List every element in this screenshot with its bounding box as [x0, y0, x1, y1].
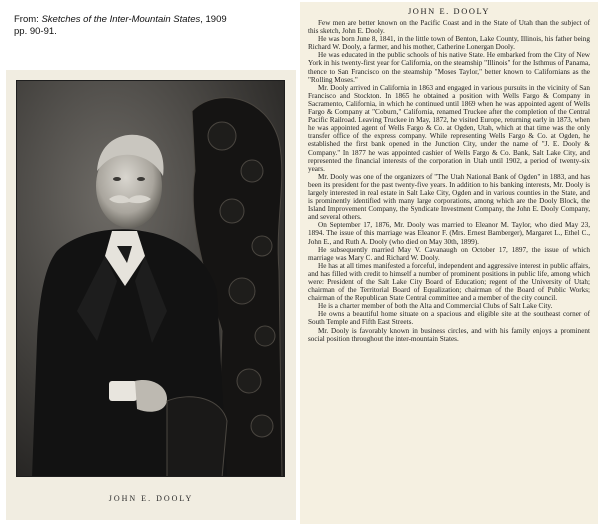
article-page — [300, 2, 598, 524]
portrait-illustration — [17, 81, 285, 477]
portrait-photo — [16, 80, 285, 477]
article-paragraph: He was born June 8, 1841, in the little town of Benton, Lake County, Illinois, his father being Richard W. Dooly, a farmer, and his mother, Catherine Lonergan Dooly. — [308, 35, 590, 52]
article-paragraph: He has at all times manifested a forceful, independent and aggressive interest in public affairs, and has filled with credit to himself a number of prominent positions in public life, among which were: President of the Salt Lake City Board of Education; regent of the University of Utah; chairman of the Territorial Board of Equalization; chairman of the Board of Public Works; chairman of the Republican State Central committee and a member of the city council. — [308, 261, 590, 303]
article-paragraph: Mr. Dooly was one of the organizers of "The Utah National Bank of Ogden" in 1883, and has been its president for the past twenty-five years. In addition to his banking interests, Mr. Dooly is largely interested in real estate in Salt Lake City, Ogden and in various counties in the State, and is prominently identified with many large corporations, among which are the Dooly Block, the Island Improvement Company, the Syndicate Investment Company, the John E. Dooly Company, and several others. — [308, 172, 590, 222]
source-book-title: Sketches of the Inter-Mountain States — [41, 14, 201, 25]
article-paragraph: He is a charter member of both the Alta and Commercial Clubs of Salt Lake City. — [318, 302, 553, 311]
article-paragraph: He owns a beautiful home situate on a spacious and eligible site at the southeast corner of South Temple and Fifth East Streets. — [308, 310, 590, 327]
source-line — [14, 14, 254, 26]
article-paragraph: On September 17, 1876, Mr. Dooly was married to Eleanor M. Taylor, who died May 23, 1894. The issue of this marriage was Eleanor F. (Mrs. Ernest Bamberger), Margaret L., Ethel C., John E., and Ruth A. Dooly (who died on May 30th, 1899). — [308, 221, 590, 246]
article-paragraph: Mr. Dooly arrived in California in 1863 and engaged in various pursuits in the vicinity of San Francisco and Stockton. In 1865 he obtained a position with Wells Fargo & Company in Sacramento, California, in which he continued until 1869 when he was appointed agent of Wells Fargo & Company at "Coburn," California, renamed Truckee after the completion of the Central Pacific Railroad. Leaving Truckee in May, 1872, he visited Europe, returning early in 1873, when he was appointed agent of Wells Fargo & Co. at Ogden, Utah, which at that time was the only transfer office of the express company. While representing Wells Fargo & Co. at Ogden, he established the first bank opened in the Junction City, under the name of "J. E. Dooly & Company." In 1877 he was appointed cashier of Wells Fargo & Co. Bank, Salt Lake City, and represented the financial interests of the corporation in Utah until 1902, a period of twenty-six years. — [308, 83, 590, 173]
source-pages: pp. 90-91. — [14, 26, 57, 37]
source-citation — [14, 14, 254, 38]
source-prefix: From: — [14, 14, 42, 25]
portrait-page — [6, 70, 296, 520]
article-paragraph: He subsequently married May V. Cavanaugh on October 17, 1897, the issue of which marriage was Mary C. and Richard W. Dooly. — [308, 245, 590, 262]
portrait-caption: JOHN E. DOOLY — [108, 494, 194, 503]
article-paragraph: Few men are better known on the Pacific Coast and in the State of Utah than the subject of this sketch, John E. Dooly. — [308, 19, 590, 36]
source-year: , 1909 — [200, 14, 227, 25]
article-paragraph: Mr. Dooly is favorably known in business circles, and with his family enjoys a prominent social position throughout the inter-mountain States. — [308, 326, 590, 343]
article-paragraph: He was educated in the public schools of his native State. He embarked from the City of New York in his twenty-first year for California, on the steamship "Illinois" for the Isthmus of Panama, thence to San Francisco on the steamship "Moses Taylor," better known to Californians as the "Rolling Moses." — [308, 51, 590, 84]
article-heading: JOHN E. DOOLY — [407, 7, 491, 16]
